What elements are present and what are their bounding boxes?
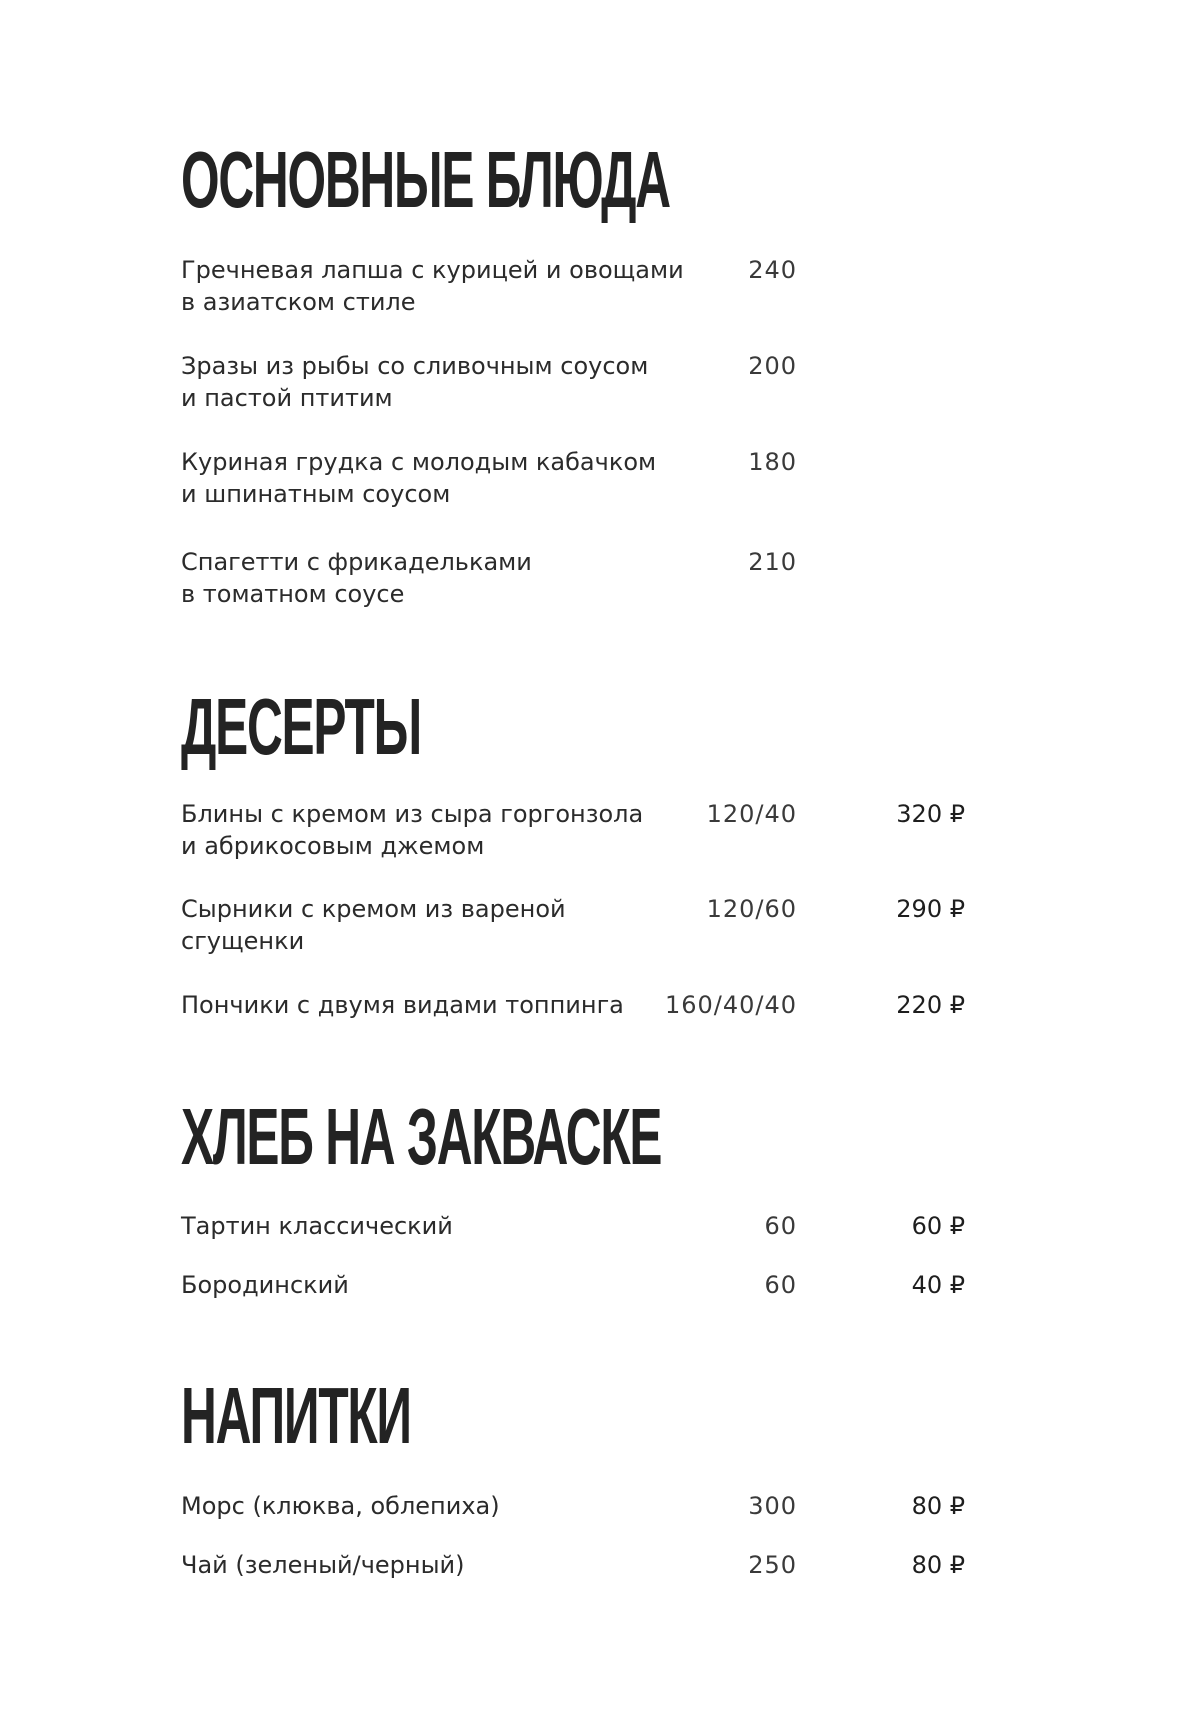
item-name: Сырники с кремом из вареной сгущенки [181,895,566,955]
item-weight: 240 [748,256,797,284]
item-name: Тартин классический [181,1212,453,1240]
item-name: Зразы из рыбы со сливочным соусом и пастой птитим [181,352,649,412]
item-weight: 120/40 [706,800,797,828]
item-price: 80 ₽ [911,1492,965,1520]
section-drinks [181,1371,1081,1596]
item-weight: 160/40/40 [664,991,797,1019]
item-price: 220 ₽ [896,991,965,1019]
item-price: 80 ₽ [911,1551,965,1579]
item-name: Пончики с двумя видами топпинга [181,991,624,1019]
item-price: 60 ₽ [911,1212,965,1240]
item-price: 40 ₽ [911,1271,965,1299]
item-weight: 120/60 [706,895,797,923]
item-weight: 210 [748,548,797,576]
item-name: Чай (зеленый/черный) [181,1551,465,1579]
section-title: ХЛЕБ НА ЗАКВАСКЕ [181,1092,662,1181]
section-sourdough-bread [181,1092,1081,1317]
item-price: 290 ₽ [896,895,965,923]
item-name: Бородинский [181,1271,349,1299]
item-weight: 180 [748,448,797,476]
section-title: ДЕСЕРТЫ [181,682,421,771]
item-weight: 60 [764,1212,797,1240]
item-name: Блины с кремом из сыра горгонзола и абрикосовым джемом [181,800,644,860]
section-title: ОСНОВНЫЕ БЛЮДА [181,135,670,224]
item-price: 320 ₽ [896,800,965,828]
item-name: Спагетти с фрикадельками в томатном соусе [181,548,532,608]
section-title: НАПИТКИ [181,1371,411,1460]
section-main-dishes [181,135,1081,620]
section-desserts [181,682,1081,1037]
item-weight: 60 [764,1271,797,1299]
item-weight: 250 [748,1551,797,1579]
item-name: Куриная грудка с молодым кабачком и шпинатным соусом [181,448,657,508]
item-name: Морс (клюква, облепиха) [181,1492,500,1520]
item-weight: 200 [748,352,797,380]
item-name: Гречневая лапша с курицей и овощами в азиатском стиле [181,256,684,316]
item-weight: 300 [748,1492,797,1520]
